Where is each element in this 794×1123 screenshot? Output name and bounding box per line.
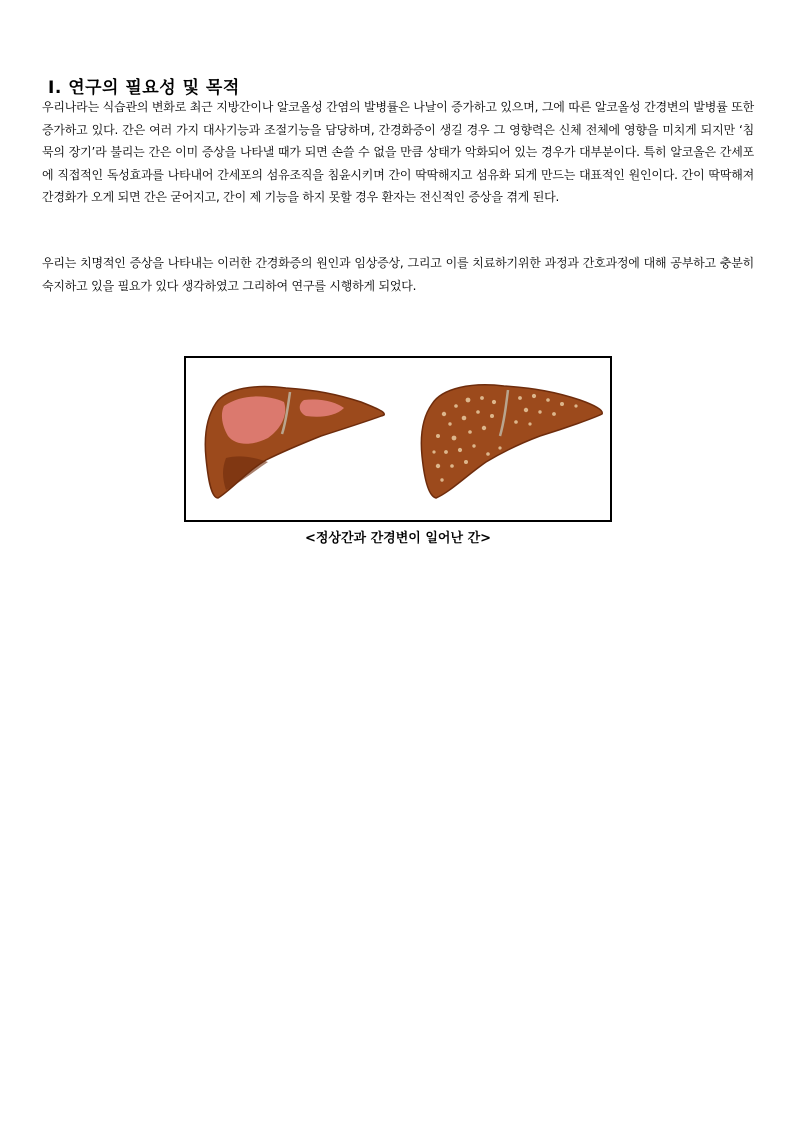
section-heading: Ⅰ. 연구의 필요성 및 목적: [48, 78, 240, 98]
liver-figure: [184, 356, 612, 522]
normal-liver-image: [205, 387, 384, 498]
liver-illustration: [186, 358, 610, 520]
figure-caption: <정상간과 간경변이 일어난 간>: [304, 531, 492, 546]
cirrhotic-liver-image: [421, 385, 602, 498]
paragraph-2: 우리는 치명적인 증상을 나타내는 이러한 간경화증의 원인과 임상증상, 그리고 이를 치료하기위한 과정과 간호과정에 대해 공부하고 충분히 숙지하고 있을 필요가 있다 생각하였고 그리하여 연구를 시행하게 되었다.: [42, 256, 754, 293]
paragraph-1: 우리나라는 식습관의 변화로 최근 지방간이나 알코올성 간염의 발병률은 나날이 증가하고 있으며, 그에 따른 알코올성 간경변의 발병률 또한 증가하고 있다. 간은 여러 가지 대사기능과 조절기능을 담당하며, 간경화증이 생길 경우 그 영향력은 신체 전체에 영향을 미치게 되지만 ‘침묵의 장기’라 불리는 간은 이미 증상을 나타낼 때가 되면 손쓸 수 없을 만큼 상태가 악화되어 있는 경우가 대부분이다. 특히 알코올은 간세포에 직접적인 독성효과를 나타내어 간세포의 섬유조직을 침윤시키며 간이 딱딱해지고 섬유화 되게 만드는 대표적인 원인이다. 간이 딱딱해져 간경화가 오게 되면 간은 굳어지고, 간이 제 기능을 하지 못할 경우 환자는 전신적인 증상을 겪게 된다.: [42, 100, 754, 204]
